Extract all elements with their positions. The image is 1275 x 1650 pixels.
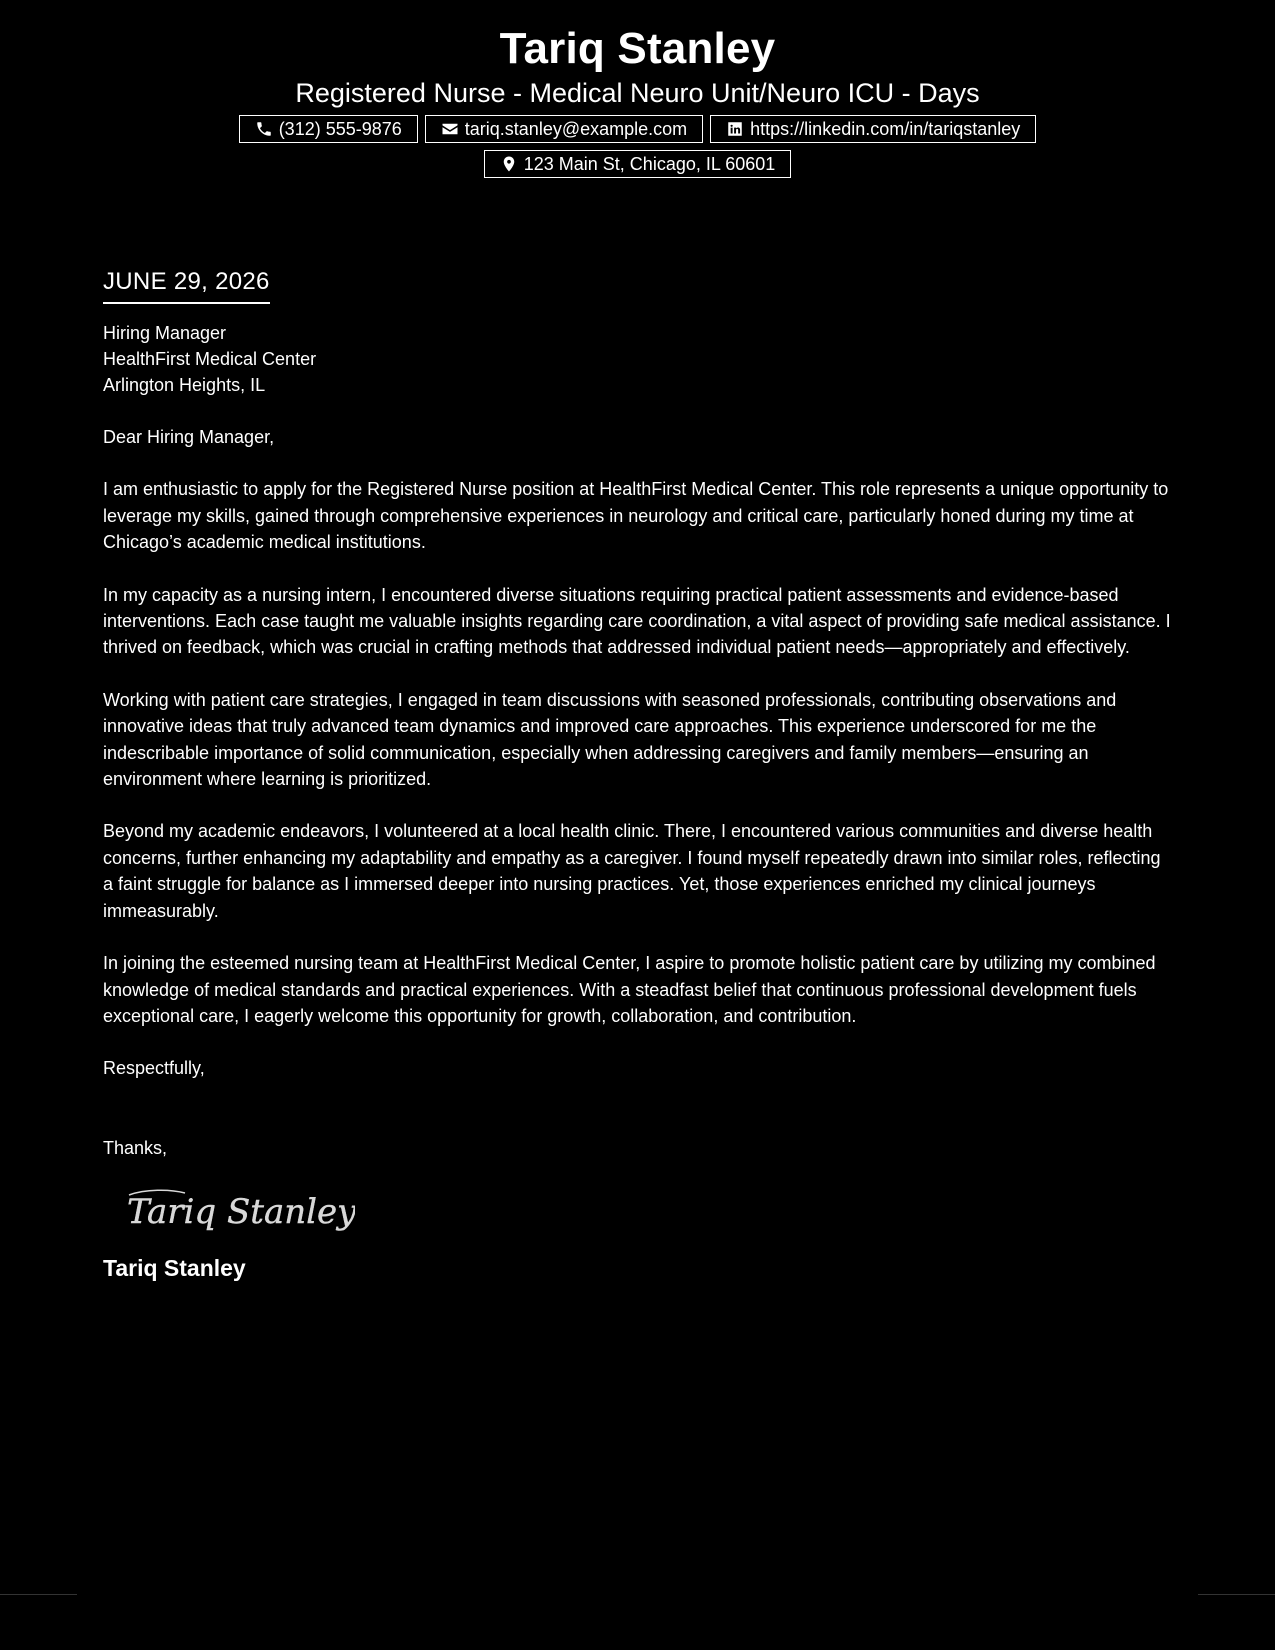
body-paragraph: Working with patient care strategies, I engaged in team discussions with seasoned professionals, contributing observations and innovative ideas that truly advanced team dynamics and improved care approaches. This experience underscored for me the indescribable importance of solid communication, especially when addressing caregivers and family members—ensuring an environment where learning is prioritized. xyxy=(103,689,1117,790)
thanks: Thanks, xyxy=(103,1137,168,1158)
salutation: Dear Hiring Manager, xyxy=(103,427,275,447)
address-chip[interactable] xyxy=(484,150,792,178)
recipient-line: Arlington Heights, IL xyxy=(103,375,266,395)
footer-divider-left xyxy=(0,1594,77,1595)
letter-date: JUNE 29, 2026 xyxy=(103,266,270,304)
letter-header xyxy=(0,22,1275,178)
recipient-line: HealthFirst Medical Center xyxy=(103,349,317,369)
signature-image xyxy=(125,1181,355,1241)
signature-script: Tariq Stanley xyxy=(127,1192,355,1233)
envelope-icon xyxy=(441,120,459,138)
applicant-title: Registered Nurse - Medical Neuro Unit/Neuro ICU - Days xyxy=(295,78,980,108)
recipient-line: Hiring Manager xyxy=(103,323,227,343)
email-text: tariq.stanley@example.com xyxy=(464,118,688,139)
linkedin-text: https://linkedin.com/in/tariqstanley xyxy=(750,118,1021,139)
body-paragraph: In my capacity as a nursing intern, I encountered diverse situations requiring practical patient assessments and evidence-based interventions. Each case taught me valuable insights regarding care coordination, a vital aspect of providing safe medical assistance. I thrived on feedback, which was crucial in crafting methods that addressed individual patient needs—appropriately and effectively. xyxy=(103,584,1171,658)
closing: Respectfully, xyxy=(103,1058,205,1079)
applicant-name: Tariq Stanley xyxy=(499,24,776,73)
recipient-block xyxy=(103,320,1173,398)
body-paragraph: I am enthusiastic to apply for the Registered Nurse position at HealthFirst Medical Center. This role represents a unique opportunity to leverage my skills, gained through comprehensive experiences in neurology and critical care, particularly honed during my time at Chicago’s academic medical institutions. xyxy=(103,479,1169,553)
address-text: 123 Main St, Chicago, IL 60601 xyxy=(523,153,776,174)
footer-divider-right xyxy=(1198,1594,1275,1595)
letter-body xyxy=(103,266,1173,1282)
address-row xyxy=(0,150,1275,178)
email-chip[interactable] xyxy=(425,115,703,143)
linkedin-chip[interactable] xyxy=(710,115,1036,143)
handwritten-signature xyxy=(125,1181,1173,1241)
contact-row xyxy=(0,115,1275,143)
phone-icon xyxy=(255,120,273,138)
signer-name: Tariq Stanley xyxy=(103,1255,246,1282)
body-paragraph: Beyond my academic endeavors, I volunteered at a local health clinic. There, I encountered various communities and diverse health concerns, further enhancing my adaptability and empathy as a caregiver. I found myself repeatedly drawn into similar roles, reflecting a faint struggle for balance as I immersed deeper into nursing practices. Yet, those experiences enriched my clinical journeys immeasurably. xyxy=(103,821,1161,921)
map-marker-icon xyxy=(500,155,518,173)
linkedin-icon xyxy=(726,120,744,138)
phone-text: (312) 555-9876 xyxy=(278,118,402,139)
body-paragraph: In joining the esteemed nursing team at HealthFirst Medical Center, I aspire to promote holistic patient care by utilizing my combined knowledge of medical standards and practical experiences. With a steadfast belief that continuous professional development fuels exceptional care, I eagerly welcome this opportunity for growth, collaboration, and contribution. xyxy=(103,953,1156,1026)
phone-chip[interactable] xyxy=(239,115,418,143)
